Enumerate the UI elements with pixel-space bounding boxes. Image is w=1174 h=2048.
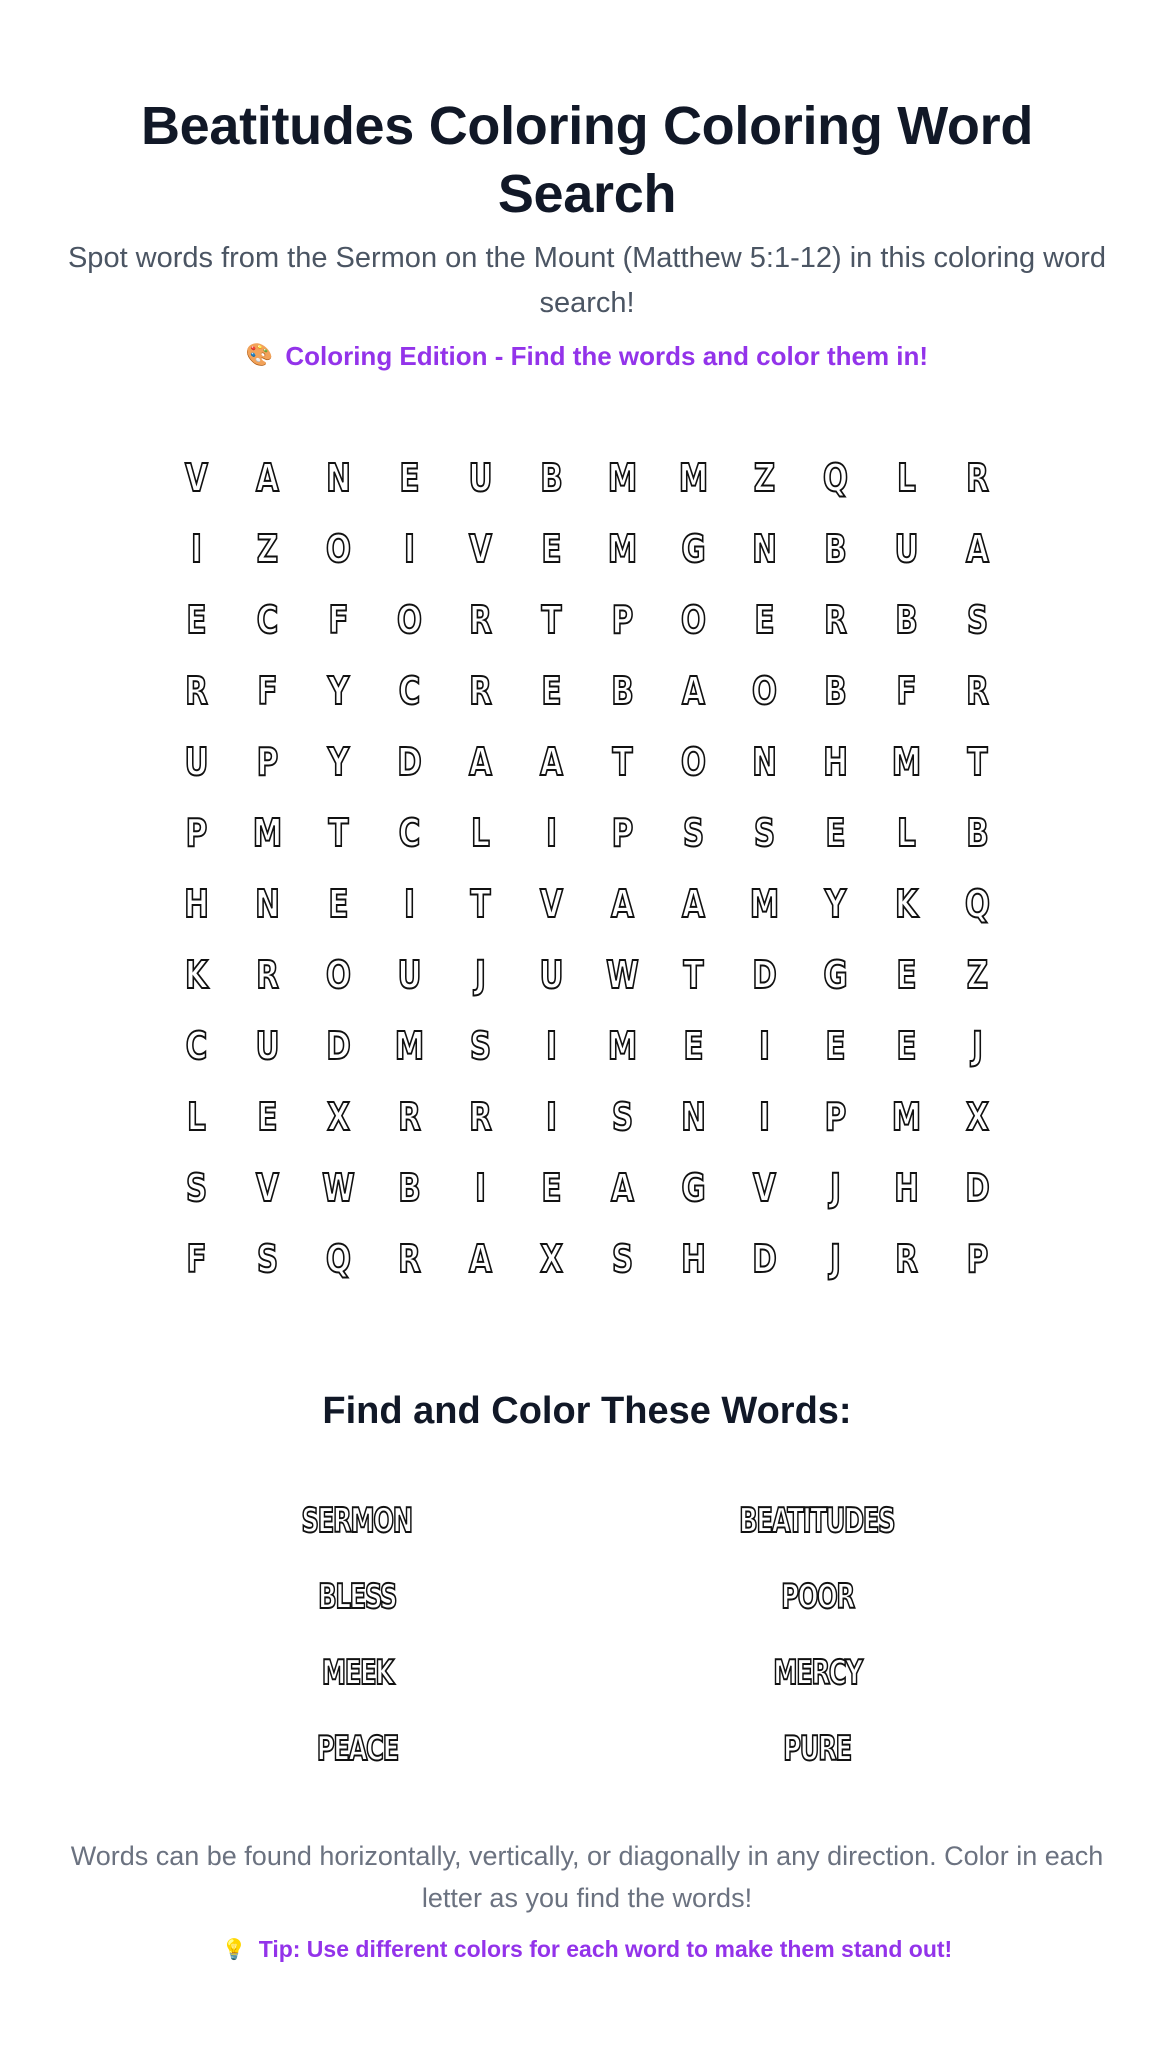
- grid-cell[interactable]: S: [753, 810, 776, 855]
- grid-cell[interactable]: A: [469, 739, 492, 784]
- grid-cell[interactable]: E: [541, 1165, 562, 1210]
- word-label: PEACE: [316, 1729, 398, 1769]
- grid-cell[interactable]: E: [683, 1023, 704, 1068]
- grid-cell[interactable]: I: [190, 526, 203, 571]
- grid-cell[interactable]: B: [824, 526, 847, 571]
- grid-cell[interactable]: U: [255, 1023, 280, 1068]
- grid-cell[interactable]: K: [895, 881, 918, 926]
- letter-grid: [161, 442, 1013, 1294]
- grid-cell[interactable]: T: [328, 810, 349, 855]
- word-label: BEATITUDES: [739, 1501, 895, 1541]
- grid-cell[interactable]: J: [829, 1236, 842, 1281]
- grid-cell[interactable]: X: [540, 1236, 563, 1281]
- grid-cell[interactable]: J: [971, 1023, 984, 1068]
- grid-cell[interactable]: Q: [964, 881, 991, 926]
- word-list: [127, 1483, 1047, 1787]
- word-label: PURE: [783, 1729, 851, 1769]
- word-label: POOR: [780, 1577, 854, 1617]
- grid-cell[interactable]: P: [185, 810, 208, 855]
- edition-text: Coloring Edition - Find the words and color them in!: [285, 341, 929, 371]
- grid-cell[interactable]: D: [326, 1023, 351, 1068]
- grid-cell[interactable]: H: [681, 1236, 706, 1281]
- word-label: MERCY: [772, 1653, 862, 1693]
- grid-cell[interactable]: M: [394, 1023, 425, 1068]
- word-list-item: [587, 1711, 1047, 1787]
- grid-cell[interactable]: P: [611, 810, 634, 855]
- word-list-item: [127, 1711, 587, 1787]
- grid-cell[interactable]: R: [398, 1094, 421, 1139]
- grid-cell[interactable]: E: [825, 1023, 846, 1068]
- grid-cell[interactable]: R: [469, 597, 492, 642]
- grid-cell[interactable]: M: [252, 810, 283, 855]
- grid-cell[interactable]: A: [540, 739, 563, 784]
- grid-cell[interactable]: O: [680, 597, 707, 642]
- grid-cell[interactable]: G: [823, 952, 848, 997]
- word-label: MEEK: [321, 1653, 393, 1693]
- grid-cell[interactable]: J: [474, 952, 487, 997]
- grid-cell[interactable]: T: [967, 739, 988, 784]
- grid-cell[interactable]: I: [545, 810, 558, 855]
- grid-cell[interactable]: V: [256, 1165, 279, 1210]
- grid-cell[interactable]: I: [758, 1023, 771, 1068]
- grid-cell[interactable]: D: [397, 739, 422, 784]
- grid-cell[interactable]: T: [683, 952, 704, 997]
- grid-cell[interactable]: R: [895, 1236, 918, 1281]
- grid-cell[interactable]: R: [185, 668, 208, 713]
- grid-cell[interactable]: D: [752, 1236, 777, 1281]
- word-list-title: Find and Color These Words:: [322, 1390, 852, 1432]
- grid-cell[interactable]: S: [682, 810, 705, 855]
- grid-cell[interactable]: P: [824, 1094, 847, 1139]
- grid-cell[interactable]: D: [965, 1165, 990, 1210]
- grid-cell[interactable]: C: [256, 597, 279, 642]
- grid-cell[interactable]: M: [678, 455, 709, 500]
- grid-cell[interactable]: M: [749, 881, 780, 926]
- grid-cell[interactable]: M: [607, 526, 638, 571]
- grid-cell[interactable]: N: [752, 739, 777, 784]
- grid-cell[interactable]: E: [328, 881, 349, 926]
- word-label: BLESS: [318, 1577, 396, 1617]
- grid-cell[interactable]: S: [256, 1236, 279, 1281]
- grid-cell[interactable]: Y: [327, 739, 350, 784]
- grid-cell[interactable]: H: [823, 739, 848, 784]
- grid-cell[interactable]: R: [469, 668, 492, 713]
- grid-cell[interactable]: M: [607, 455, 638, 500]
- tip-text: Tip: Use different colors for each word to make them stand out!: [258, 1936, 953, 1962]
- grid-cell[interactable]: O: [396, 597, 423, 642]
- grid-cell[interactable]: L: [897, 810, 916, 855]
- grid-cell[interactable]: A: [682, 881, 705, 926]
- grid-cell[interactable]: A: [611, 1165, 634, 1210]
- grid-cell[interactable]: S: [966, 597, 989, 642]
- grid-cell[interactable]: R: [824, 597, 847, 642]
- grid-cell[interactable]: C: [185, 1023, 208, 1068]
- grid-cell[interactable]: T: [470, 881, 491, 926]
- word-list-item: [587, 1635, 1047, 1711]
- grid-cell[interactable]: Y: [824, 881, 847, 926]
- grid-cell[interactable]: I: [758, 1094, 771, 1139]
- grid-cell[interactable]: A: [256, 455, 279, 500]
- grid-cell[interactable]: V: [185, 455, 208, 500]
- grid-cell[interactable]: B: [398, 1165, 421, 1210]
- lightbulb-icon: 💡: [221, 1937, 247, 1961]
- grid-cell[interactable]: B: [966, 810, 989, 855]
- grid-cell[interactable]: U: [397, 952, 422, 997]
- grid-cell[interactable]: Y: [327, 668, 350, 713]
- grid-cell[interactable]: E: [541, 668, 562, 713]
- grid-cell[interactable]: T: [612, 739, 633, 784]
- grid-cell[interactable]: N: [681, 1094, 706, 1139]
- grid-cell[interactable]: W: [322, 1165, 355, 1210]
- grid-cell[interactable]: I: [403, 881, 416, 926]
- grid-cell[interactable]: A: [682, 668, 705, 713]
- grid-cell[interactable]: R: [256, 952, 279, 997]
- grid-cell[interactable]: E: [754, 597, 775, 642]
- grid-cell[interactable]: O: [680, 739, 707, 784]
- grid-cell[interactable]: U: [894, 526, 919, 571]
- word-list-item: [127, 1559, 587, 1635]
- grid-cell[interactable]: M: [891, 739, 922, 784]
- grid-cell[interactable]: Q: [325, 1236, 352, 1281]
- grid-cell[interactable]: M: [891, 1094, 922, 1139]
- grid-cell[interactable]: X: [327, 1094, 350, 1139]
- grid-cell[interactable]: L: [471, 810, 490, 855]
- grid-cell[interactable]: T: [541, 597, 562, 642]
- grid-cell[interactable]: B: [611, 668, 634, 713]
- grid-cell[interactable]: B: [895, 597, 918, 642]
- grid-cell[interactable]: D: [752, 952, 777, 997]
- grid-cell[interactable]: K: [185, 952, 208, 997]
- grid-cell[interactable]: Q: [822, 455, 849, 500]
- page-title: Beatitudes Coloring Coloring Word Search: [140, 96, 1034, 224]
- grid-cell[interactable]: L: [187, 1094, 206, 1139]
- grid-cell[interactable]: V: [540, 881, 563, 926]
- grid-cell[interactable]: X: [966, 1094, 989, 1139]
- grid-cell[interactable]: O: [325, 526, 352, 571]
- grid-cell[interactable]: Z: [256, 526, 279, 571]
- grid-cell[interactable]: U: [468, 455, 493, 500]
- word-list-item: [127, 1635, 587, 1711]
- grid-cell[interactable]: S: [611, 1236, 634, 1281]
- grid-cell[interactable]: P: [966, 1236, 989, 1281]
- grid-cell[interactable]: G: [681, 1165, 706, 1210]
- grid-cell[interactable]: S: [611, 1094, 634, 1139]
- grid-cell[interactable]: C: [398, 668, 421, 713]
- grid-cell[interactable]: C: [398, 810, 421, 855]
- grid-cell[interactable]: I: [403, 526, 416, 571]
- tip-banner: [222, 1933, 952, 1965]
- grid-cell[interactable]: B: [824, 668, 847, 713]
- grid-cell[interactable]: F: [186, 1236, 207, 1281]
- grid-cell[interactable]: E: [825, 810, 846, 855]
- grid-cell[interactable]: R: [966, 455, 989, 500]
- grid-cell[interactable]: W: [606, 952, 639, 997]
- grid-cell[interactable]: N: [255, 881, 280, 926]
- grid-cell[interactable]: Z: [753, 455, 776, 500]
- grid-cell[interactable]: E: [186, 597, 207, 642]
- grid-cell[interactable]: F: [896, 668, 917, 713]
- grid-cell[interactable]: R: [469, 1094, 492, 1139]
- grid-cell[interactable]: E: [257, 1094, 278, 1139]
- grid-cell[interactable]: A: [966, 526, 989, 571]
- edition-banner: [246, 338, 928, 374]
- grid-cell[interactable]: I: [545, 1023, 558, 1068]
- grid-cell[interactable]: A: [469, 1236, 492, 1281]
- word-label: SERMON: [301, 1501, 413, 1541]
- grid-cell[interactable]: Z: [966, 952, 989, 997]
- grid-cell[interactable]: B: [540, 455, 563, 500]
- word-list-item: [587, 1483, 1047, 1559]
- grid-cell[interactable]: O: [325, 952, 352, 997]
- grid-cell[interactable]: F: [328, 597, 349, 642]
- grid-cell[interactable]: R: [966, 668, 989, 713]
- grid-cell[interactable]: V: [469, 526, 492, 571]
- grid-cell[interactable]: J: [829, 1165, 842, 1210]
- grid-cell[interactable]: L: [897, 455, 916, 500]
- grid-cell[interactable]: R: [398, 1236, 421, 1281]
- grid-cell[interactable]: P: [256, 739, 279, 784]
- grid-cell[interactable]: I: [474, 1165, 487, 1210]
- grid-cell[interactable]: A: [611, 881, 634, 926]
- grid-cell[interactable]: E: [896, 1023, 917, 1068]
- grid-cell[interactable]: H: [894, 1165, 919, 1210]
- grid-cell[interactable]: V: [753, 1165, 776, 1210]
- grid-cell[interactable]: N: [752, 526, 777, 571]
- grid-cell[interactable]: E: [399, 455, 420, 500]
- grid-cell[interactable]: U: [184, 739, 209, 784]
- page-subtitle: Spot words from the Sermon on the Mount (Matthew 5:1-12) in this coloring word search!: [67, 242, 1107, 319]
- grid-cell[interactable]: E: [896, 952, 917, 997]
- grid-cell[interactable]: U: [539, 952, 564, 997]
- grid-cell[interactable]: H: [184, 881, 209, 926]
- grid-cell[interactable]: P: [611, 597, 634, 642]
- word-list-item: [127, 1483, 587, 1559]
- grid-cell[interactable]: S: [185, 1165, 208, 1210]
- grid-cell[interactable]: G: [681, 526, 706, 571]
- instructions-text: Words can be found horizontally, vertically, or diagonally in any direction. Color in each letter as you find the words!: [70, 1841, 1104, 1913]
- palette-icon: 🎨: [245, 343, 274, 368]
- grid-cell[interactable]: S: [469, 1023, 492, 1068]
- grid-cell[interactable]: E: [541, 526, 562, 571]
- word-list-item: [587, 1559, 1047, 1635]
- grid-cell[interactable]: I: [545, 1094, 558, 1139]
- grid-cell[interactable]: O: [751, 668, 778, 713]
- grid-cell[interactable]: M: [607, 1023, 638, 1068]
- grid-cell[interactable]: F: [257, 668, 278, 713]
- grid-cell[interactable]: N: [326, 455, 351, 500]
